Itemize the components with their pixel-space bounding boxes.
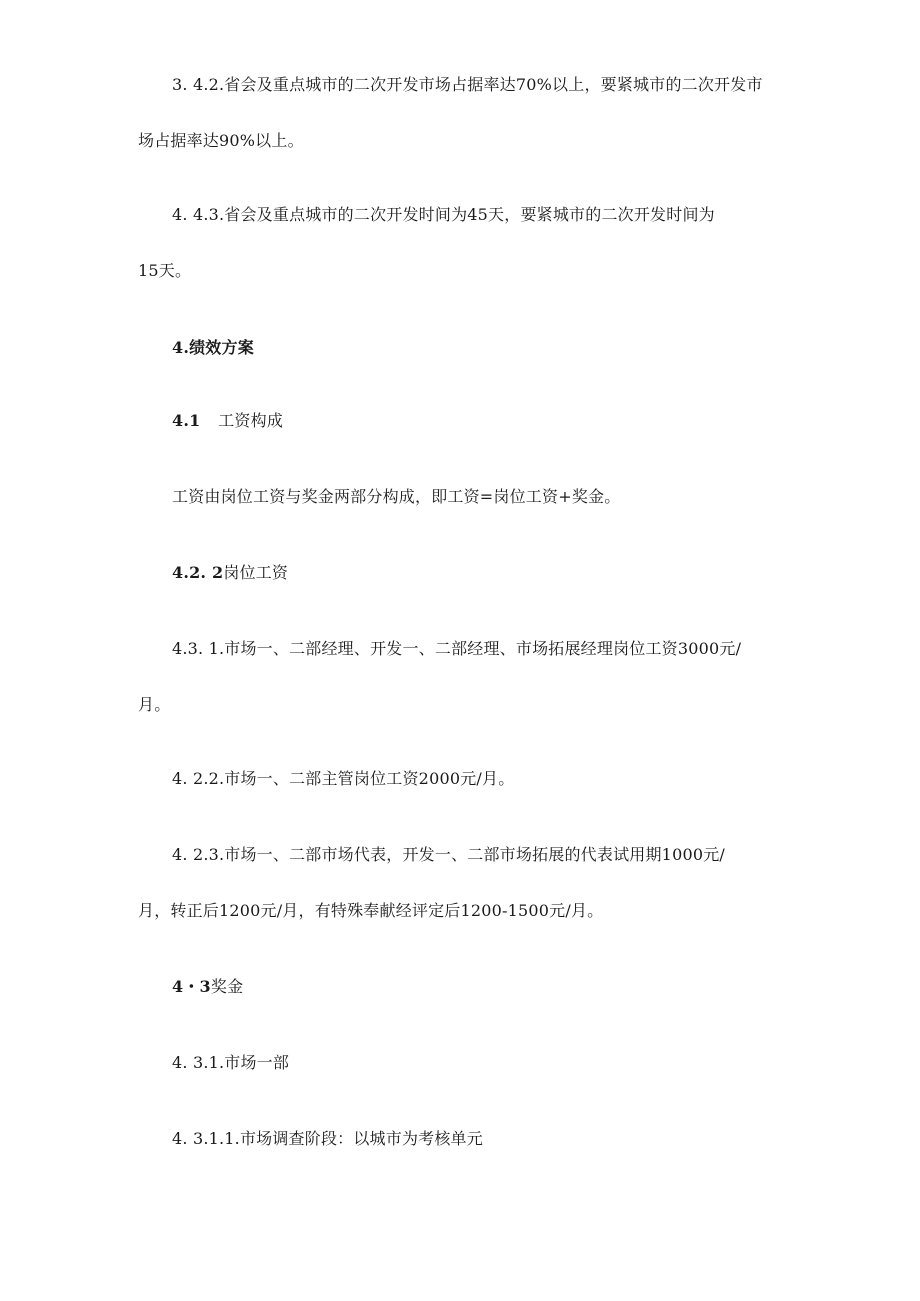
paragraph-representative-salary-line-2: 月，转正后1200元/月，有特殊奉献经评定后1200-1500元/月。: [138, 901, 604, 920]
heading-bonus-text: 奖金: [210, 977, 244, 996]
heading-bonus-number: 4・3: [172, 977, 211, 996]
heading-salary-structure: [172, 411, 283, 431]
paragraph-4-3-line-1: 4. 4.3.省会及重点城市的二次开发时间为45天，要紧城市的二次开发时间为: [172, 205, 715, 224]
paragraph-4-2-line-1: 3. 4.2.省会及重点城市的二次开发市场占据率达70%以上，要紧城市的二次开发市: [172, 75, 763, 94]
heading-position-salary-text: 岗位工资: [223, 563, 289, 582]
heading-performance-plan: 4.绩效方案: [172, 338, 254, 357]
paragraph-supervisor-salary: 4. 2.2.市场一、二部主管岗位工资2000元/月。: [172, 769, 515, 788]
paragraph-manager-salary-line-1: 4.3. 1.市场一、二部经理、开发一、二部经理、市场拓展经理岗位工资3000元/: [172, 639, 742, 658]
paragraph-4-3-line-2: 15天。: [138, 261, 192, 280]
heading-salary-structure-text: 工资构成: [218, 411, 284, 430]
heading-salary-structure-number: 4.1: [172, 411, 201, 430]
paragraph-market-survey-stage: 4. 3.1.1.市场调查阶段：以城市为考核单元: [172, 1129, 483, 1148]
heading-position-salary: [172, 563, 288, 583]
paragraph-representative-salary-line-1: 4. 2.3.市场一、二部市场代表，开发一、二部市场拓展的代表试用期1000元/: [172, 845, 725, 864]
paragraph-market-dept-1: 4. 3.1.市场一部: [172, 1053, 290, 1072]
paragraph-manager-salary-line-2: 月。: [138, 695, 171, 714]
paragraph-4-2-line-2: 场占据率达90%以上。: [138, 131, 304, 150]
paragraph-salary-composition: 工资由岗位工资与奖金两部分构成，即工资=岗位工资+奖金。: [172, 487, 621, 506]
heading-position-salary-number: 4.2. 2: [172, 563, 224, 582]
heading-bonus: [172, 977, 243, 997]
